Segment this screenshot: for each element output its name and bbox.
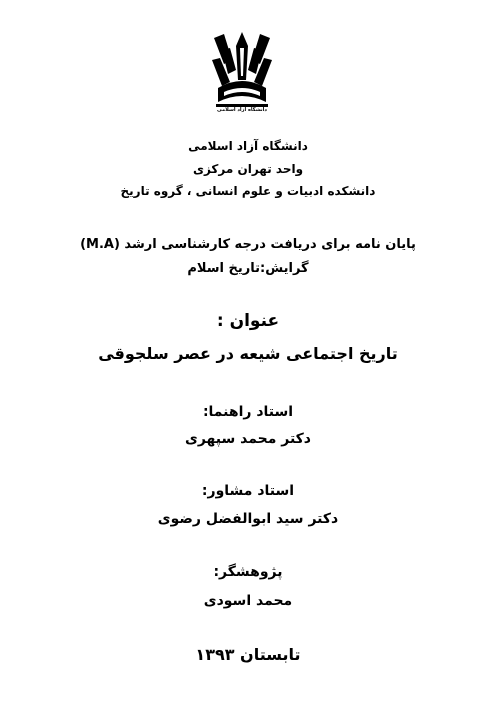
university-name: دانشگاه آزاد اسلامی — [188, 139, 308, 153]
specialization: گرایش:تاریخ اسلام — [187, 261, 309, 276]
advisor-label: استاد مشاور: — [201, 483, 295, 499]
university-emblem-icon — [210, 30, 274, 118]
thesis-purpose: پایان نامه برای دریافت درجه کارشناسی ارشد (M.A) — [80, 237, 416, 252]
researcher-label: پژوهشگر: — [213, 564, 283, 580]
branch-name: واحد تهران مرکزی — [192, 162, 304, 176]
supervisor-name: دکتر محمد سپهری — [185, 431, 311, 447]
faculty-name: دانشکده ادبیات و علوم انسانی ، گروه تاریخ — [120, 184, 376, 198]
supervisor-label: استاد راهنما: — [202, 404, 294, 420]
title-label: عنوان : — [216, 311, 280, 331]
researcher-name: محمد اسودی — [203, 593, 293, 609]
date: تابستان ۱۳۹۳ — [195, 645, 301, 664]
logo-caption: دانشگاه آزاد اسلامی — [217, 107, 267, 113]
thesis-title: تاریخ اجتماعی شیعه در عصر سلجوقی — [98, 344, 398, 363]
advisor-name: دکتر سید ابوالفضل رضوی — [157, 511, 339, 527]
